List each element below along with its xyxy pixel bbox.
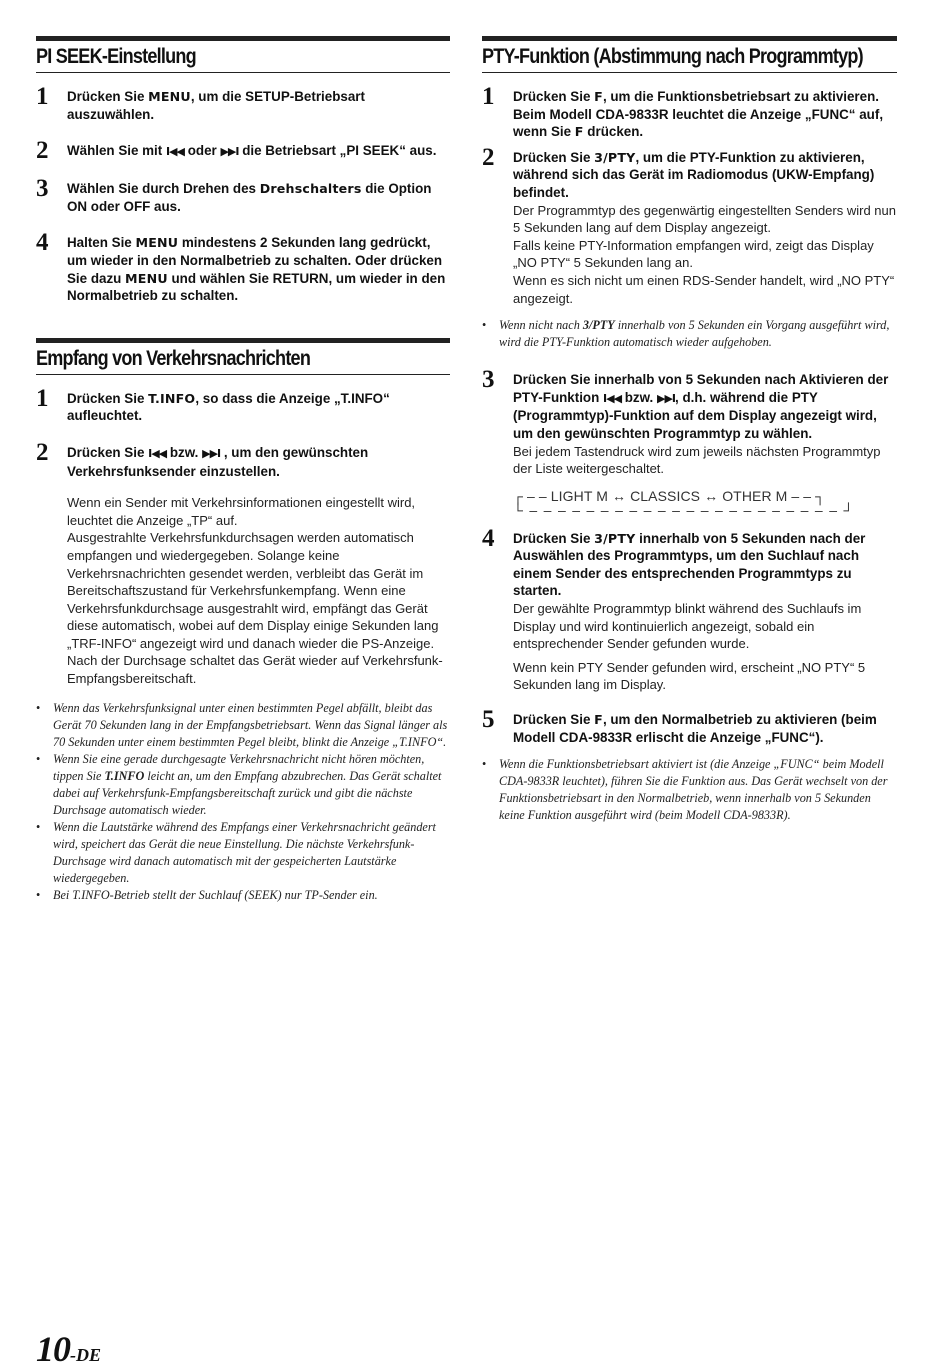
step-description: Bei jedem Tastendruck wird zum jeweils nächsten Programmtyp der Liste weitergeschaltet. — [513, 443, 881, 477]
key-3-pty: 3/PTY — [594, 149, 636, 165]
pty-cycle-diagram — [513, 488, 897, 520]
step-description: Der Programmtyp des gegenwärtig eingestellten Senders wird nun 5 Sekunden lang auf dem Display angezeigt. Falls keine PTY-Information empfangen wird, zeigt das Display „NO PTY“ 5 Sekunden lang an. Wenn es sich nicht um einen RDS-Sender handelt, wird „NO PTY“ angezeigt. — [513, 202, 896, 306]
step-number: 1 — [36, 384, 49, 412]
step-instruction: Drücken Sie MENU, um die SETUP-Betriebsart auszuwählen. — [67, 89, 365, 122]
note-item: • Wenn die Funktionsbetriebsart aktiviert ist (die Anzeige „FUNC“ beim Modell CDA-9833R leuchtet), führen Sie die Funktion aus. Das Gerät wechselt von der Funktionsbetriebsart in den Normalbetrieb, wenn innerhalb von 5 Sekunden keine Funktion ausgeführt wird (beim Modell CDA-9833R). — [482, 757, 888, 823]
step-instruction: Halten Sie MENU mindestens 2 Sekunden lang gedrückt, um wieder in den Normalbetrieb zu schalten. Oder drücken Sie dazu MENU und wählen Sie RETURN, um wieder in den Normalbetrieb zu schalten. — [67, 235, 446, 304]
step-number: 3 — [482, 366, 495, 394]
seek-forward-icon: ▶▶I — [657, 391, 676, 405]
notes-list — [482, 317, 897, 351]
step-4 — [482, 524, 897, 694]
step-instruction: Drücken Sie 3/PTY, um die PTY-Funktion zu aktivieren, während sich das Gerät im Radiomodus (UKW-Empfang) befindet. — [513, 149, 875, 200]
step-instruction: Wählen Sie mit I◀◀ oder ▶▶I die Betriebsart „PI SEEK“ aus. — [67, 142, 450, 161]
key-f: F — [574, 124, 584, 140]
seek-forward-icon: ▶▶I — [220, 145, 239, 159]
seek-back-icon: I◀◀ — [165, 145, 184, 159]
step-4 — [36, 229, 450, 304]
step-number: 5 — [482, 706, 495, 734]
seek-back-icon: I◀◀ — [148, 446, 167, 460]
seek-forward-icon: ▶▶I — [202, 446, 221, 460]
step-number: 2 — [36, 137, 49, 165]
note-item: • Wenn Sie eine gerade durchgesagte Verkehrsnachricht nicht hören möchten, tippen Sie T.INFO leicht an, um den Empfang abzubrechen. Das Gerät schaltet dabei auf Verkehrsfunk-Empfangsbereitschaft zurück und gibt die nächste Durchsage automatisch wieder. — [36, 751, 442, 817]
section-header-traffic — [36, 338, 450, 375]
left-column — [36, 36, 450, 904]
section-title: Empfang von Verkehrsnachrichten — [36, 346, 311, 370]
step-3 — [36, 175, 450, 215]
step-3 — [482, 366, 897, 524]
step-2 — [36, 137, 450, 165]
step-2 — [36, 438, 450, 480]
step-instruction: Drücken Sie F, um die Funktionsbetriebsart zu aktivieren. Beim Modell CDA-9833R leuchtet die Anzeige „FUNC“ auf, wenn Sie F drücken. — [513, 89, 884, 140]
step-instruction: Drücken Sie 3/PTY innerhalb von 5 Sekunden nach der Auswählen des Programmtyps, um den Suchlauf nach einem Sender des entsprechenden Programmtyps zu starten. — [513, 530, 866, 599]
key-menu: MENU — [125, 270, 168, 286]
step-number: 3 — [36, 175, 49, 203]
step-1 — [36, 384, 450, 425]
key-menu: MENU — [148, 89, 191, 104]
key-menu: MENU — [135, 235, 179, 251]
step-number: 2 — [482, 143, 495, 171]
key-3-pty: 3/PTY — [594, 530, 636, 546]
step-instruction: Drücken Sie innerhalb von 5 Sekunden nach Aktivieren der PTY-Funktion I◀◀ bzw. ▶▶I, d.h. während die PTY (Programmtyp)-Funktion auf dem Display angezeigt wird, um den gewünschten Programmtyp zu wählen. — [513, 372, 889, 441]
step-number: 4 — [36, 229, 49, 257]
right-column — [482, 36, 897, 824]
step-instruction: Drücken Sie F, um den Normalbetrieb zu aktivieren (beim Modell CDA-9833R erlischt die Anzeige „FUNC“). — [513, 712, 877, 745]
step-number: 2 — [36, 438, 49, 466]
step-number: 4 — [482, 524, 495, 552]
traffic-description — [67, 494, 450, 688]
step-number: 1 — [36, 83, 49, 110]
notes-list — [36, 700, 450, 904]
step-instruction: Drücken Sie I◀◀ bzw. ▶▶I , um den gewünschten Verkehrsfunksender einzustellen. — [67, 444, 369, 479]
paragraph: Wenn ein Sender mit Verkehrsinformationen eingestellt wird, leuchtet die Anzeige „TP“ auf. — [67, 495, 416, 528]
paragraph: Nach der Durchsage schaltet das Gerät wieder auf Verkehrsfunk-Empfangsbereitschaft. — [67, 653, 443, 687]
step-instruction: Drücken Sie T.INFO, so dass die Anzeige „T.INFO“ aufleuchtet. — [67, 390, 390, 424]
section-title: PTY-Funktion (Abstimmung nach Programmtyp) — [482, 45, 863, 68]
note-item: • Wenn das Verkehrsfunksignal unter einen bestimmten Pegel abfällt, bleibt das Gerät 70 Sekunden lang in der Empfangsbetriebsart. Wenn das Signal länger als 70 Sekunden unter einem bestimmten Pegel bleibt, blinkt die Anzeige „T.INFO“. — [36, 700, 448, 749]
step-1 — [482, 83, 897, 141]
section-header-pty — [482, 36, 897, 73]
section-header-pi-seek — [36, 36, 450, 73]
cycle-line: ┌ – – LIGHT M ↔ CLASSICS ↔ OTHER M – – ┐ — [513, 487, 826, 504]
step-1 — [36, 83, 450, 123]
page-number: 10-DE — [36, 1329, 101, 1369]
note-item: • Wenn nicht nach 3/PTY innerhalb von 5 Sekunden ein Vorgang ausgeführt wird, wird die PTY-Funktion automatisch wieder aufgehoben. — [482, 318, 890, 350]
key-drehschalter: Drehschalters — [259, 181, 362, 197]
step-instruction: Wählen Sie durch Drehen des Drehschalters die Option ON oder OFF aus. — [67, 181, 432, 214]
key-f: F — [594, 89, 603, 104]
step-number: 1 — [482, 83, 495, 110]
paragraph: Ausgestrahlte Verkehrsfunkdurchsagen werden automatisch empfangen und wiedergegeben. Solange keine Verkehrsnachrichten gesendet werden, verbleibt das Gerät im Bereitschaftszustand für Verkehrsfunkempfang. Wenn eine Verkehrsfunkdurchsage ausgestrahlt wird, empfängt das Gerät diese automatisch, wobei auf dem Display einige Sekunden lang „TRF-INFO“ angezeigt wird und danach wieder die PS-Anzeige. — [67, 530, 439, 651]
seek-back-icon: I◀◀ — [603, 391, 622, 405]
step-2 — [482, 143, 897, 307]
section-title: PI SEEK-Einstellung — [36, 45, 196, 68]
key-f: F — [594, 712, 603, 728]
key-tinfo: T.INFO — [148, 390, 196, 406]
step-description: Der gewählte Programmtyp blinkt während des Suchlaufs im Display und wird kontinuierlich angezeigt, sobald ein entsprechender Sender gefunden wurde. Wenn kein PTY Sender gefunden wird, erscheint „NO PTY“ 5 Sekunden lang im Display. — [513, 601, 866, 693]
note-item: • Bei T.INFO-Betrieb stellt der Suchlauf (SEEK) nur TP-Sender ein. — [36, 887, 378, 902]
step-5 — [482, 706, 897, 746]
note-item: • Wenn die Lautstärke während des Empfangs einer Verkehrsnachricht geändert wird, speichert das Gerät die neue Einstellung. Die nächste Verkehrsfunk-Durchsage wird danach automatisch mit der gespeicherten Lautstärke wiedergegeben. — [36, 819, 436, 885]
notes-list — [482, 756, 897, 824]
cycle-return-line: └ – – – – – – – – – – – – – – – – – – – – – – ┘ — [513, 501, 855, 518]
